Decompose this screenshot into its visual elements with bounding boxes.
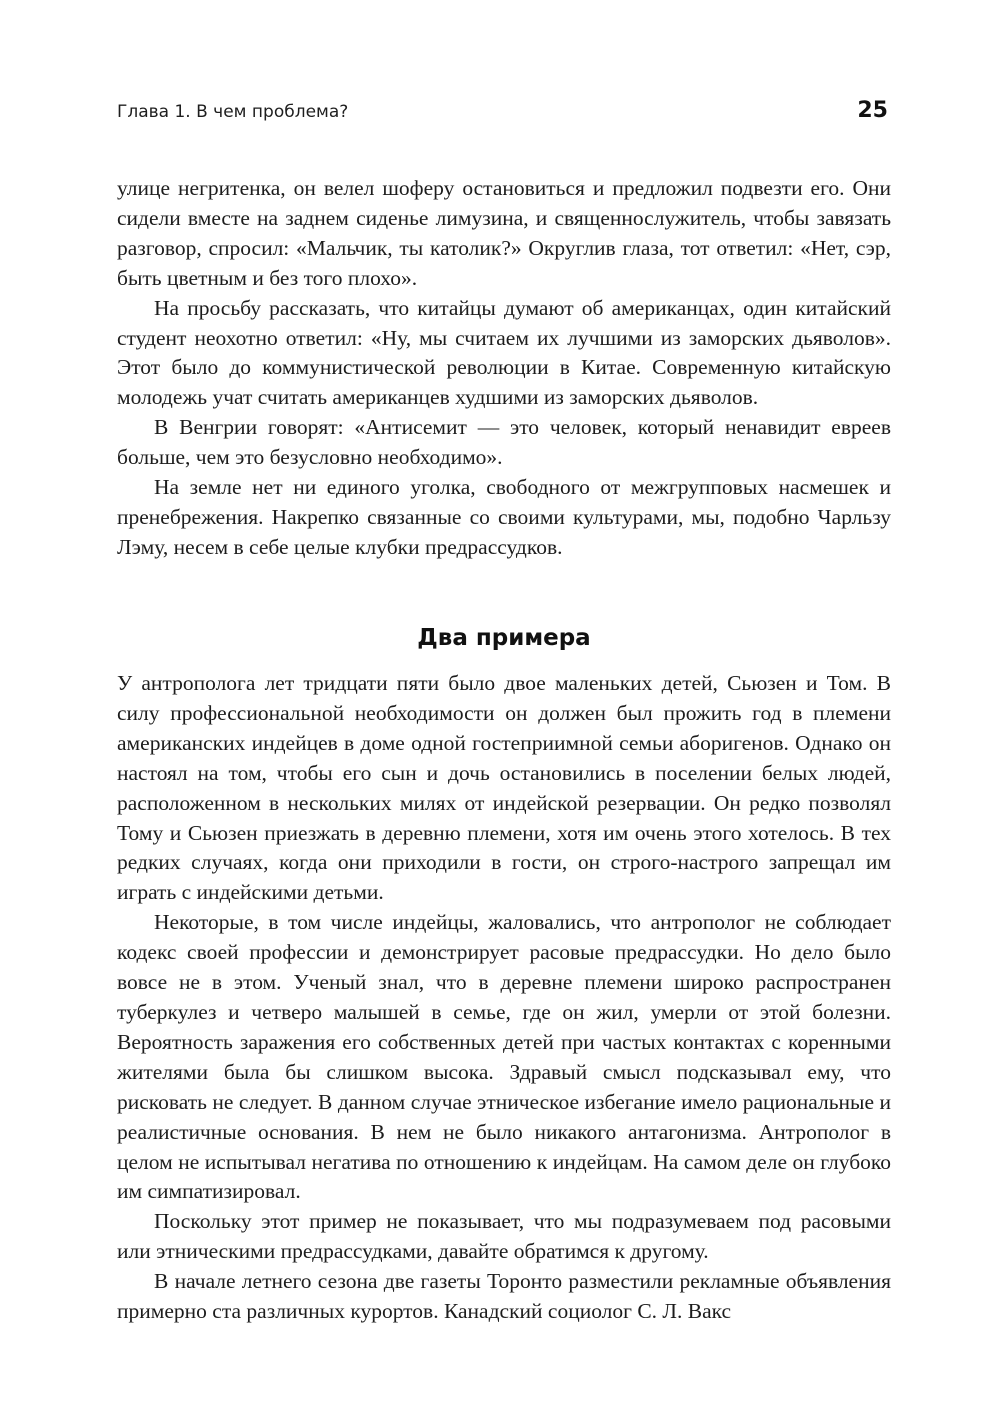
paragraph: На просьбу рассказать, что китайцы думают об американцах, один китайский студент неохотно ответил: «Ну, мы считаем их лучшими из заморских дьяволов». Этот было до коммунистической революции в Китае. Современную китайскую молодежь учат считать американцев худшими из заморских дьяволов. — [117, 295, 891, 410]
section-heading: Два примера — [417, 625, 591, 651]
paragraph: На земле нет ни единого уголка, свободного от межгрупповых насмешек и пренебрежения. Накрепко связанные со своими культурами, мы, подобно Чарльзу Лэму, несем в себе целые клубки предрассудков. — [117, 475, 891, 559]
paragraph: Некоторые, в том числе индейцы, жаловались, что антрополог не соблюдает кодекс своей профессии и демонстрирует расовые предрассудки. Но дело было вовсе не в этом. Ученый знал, что в деревне племени широко распространен туберкулез и четверо малышей в семье, где он жил, умерли от этой болезни. Вероятность заражения его собственных детей при частых контактах с коренными жителями была бы слишком высока. Здравый смысл подсказывал ему, что рисковать не следует. В данном случае этническое избегание имело рациональные и реалистичные основания. В нем не было никакого антагонизма. Антрополог в целом не испытывал негатива по отношению к индейцам. На самом деле он глубоко им симпатизировал. — [117, 910, 891, 1204]
paragraph: В начале летнего сезона две газеты Торонто разместили рекламные объявления примерно ста различных курортов. Канадский социолог С. Л. Вакс — [117, 1269, 891, 1324]
paragraph: улице негритенка, он велел шоферу остановиться и предложил подвезти его. Они сидели вместе на заднем сиденье лимузина, и священнослужитель, чтобы завязать разговор, спросил: «Мальчик, ты католик?» Округлив глаза, тот ответил: «Нет, сэр, быть цветным и без того плохо». — [117, 176, 891, 290]
paragraph: У антрополога лет тридцати пяти было двое маленьких детей, Сьюзен и Том. В силу профессиональной необходимости он должен был прожить год в племени американских индейцев в доме одной гостеприимной семьи аборигенов. Однако он настоял на том, чтобы его сын и дочь остановились в поселении белых людей, расположенном в нескольких милях от индейской резервации. Он редко позволял Тому и Сьюзен приезжать в деревню племени, хотя им очень этого хотелось. В тех редких случаях, когда они приходили в гости, он строго-настрого запрещал им играть с индейскими детьми. — [117, 671, 891, 905]
running-head: Глава 1. В чем проблема? — [117, 102, 349, 122]
body-text-section — [117, 669, 891, 1327]
page-header — [117, 98, 888, 132]
paragraph: В Венгрии говорят: «Антисемит — это человек, который ненавидит евреев больше, чем это безусловно необходимо». — [117, 415, 891, 470]
page-number: 25 — [857, 98, 888, 123]
body-text-top — [117, 174, 891, 563]
paragraph: Поскольку этот пример не показывает, что мы подразумеваем под расовыми или этническими предрассудками, давайте обратимся к другому. — [117, 1209, 891, 1264]
